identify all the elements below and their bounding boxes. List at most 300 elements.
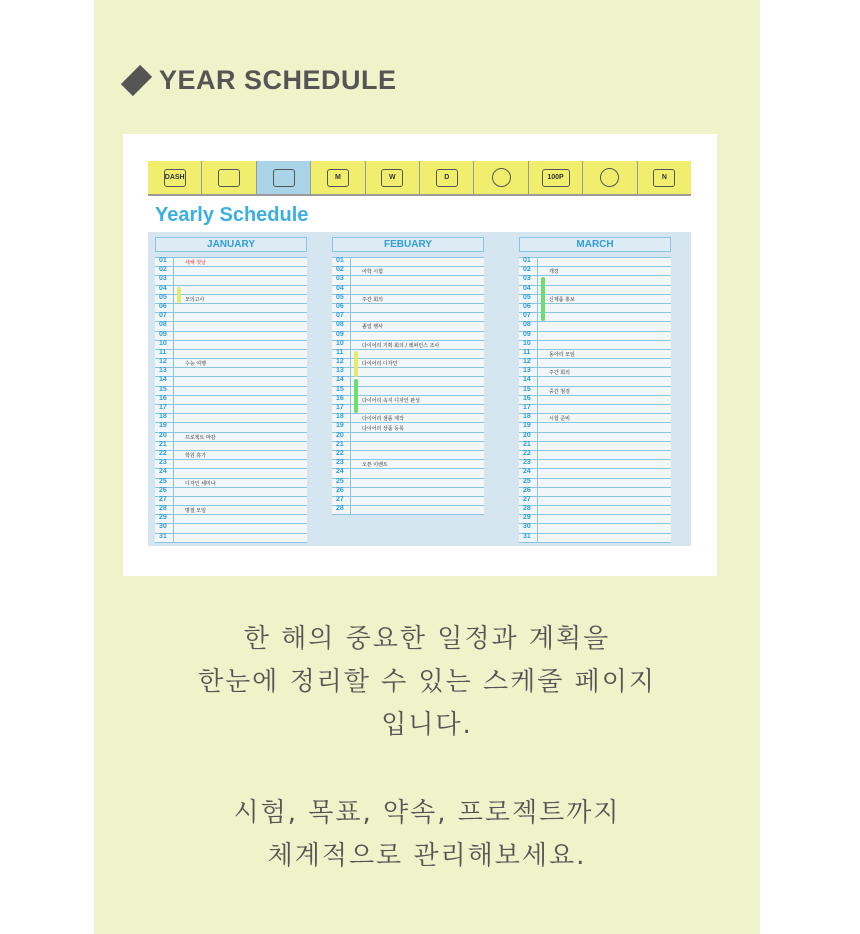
day-number: 15 (523, 385, 531, 393)
day-row[interactable] (332, 276, 484, 285)
day-number: 04 (523, 284, 531, 292)
schedule-note: 주간 회의 (549, 370, 570, 377)
day-divider (173, 506, 174, 514)
day-number: 24 (159, 468, 167, 476)
day-row[interactable] (332, 332, 484, 341)
day-row[interactable] (332, 497, 484, 506)
day-row[interactable] (155, 534, 307, 543)
day-list (155, 257, 307, 543)
day-divider (173, 488, 174, 496)
day-divider (537, 534, 538, 542)
day-row[interactable] (519, 469, 671, 478)
day-number: 17 (159, 404, 167, 411)
notes-icon: 100P (542, 169, 570, 187)
day-number: 26 (336, 486, 344, 494)
day-row[interactable] (519, 359, 671, 368)
day-row[interactable] (332, 295, 484, 304)
day-row[interactable] (519, 258, 671, 267)
day-number: 20 (336, 431, 344, 439)
day-row[interactable] (519, 350, 671, 359)
schedule-note: 중간 점검 (549, 388, 570, 395)
day-divider (173, 479, 174, 487)
day-row[interactable] (155, 414, 307, 423)
month-column (155, 237, 307, 543)
day-row[interactable] (519, 488, 671, 497)
day-divider (537, 488, 538, 496)
day-number: 09 (336, 330, 344, 338)
schedule-grid (148, 232, 691, 546)
day-divider (537, 396, 538, 404)
day-number: 02 (523, 266, 531, 274)
day-number: 09 (159, 330, 167, 338)
day-divider (350, 387, 351, 395)
day-number: 24 (336, 468, 344, 476)
day-row[interactable] (519, 341, 671, 350)
toolbar-tab-1[interactable] (148, 161, 202, 194)
day-number: 28 (523, 505, 531, 513)
day-number: 05 (523, 293, 531, 301)
day-number: 13 (523, 367, 531, 375)
day-divider (173, 295, 174, 303)
day-divider (537, 368, 538, 376)
day-number: 16 (336, 394, 344, 402)
day-divider (537, 350, 538, 358)
toolbar-tab-3[interactable] (257, 161, 311, 194)
day-row[interactable] (155, 387, 307, 396)
day-row[interactable] (519, 322, 671, 331)
description-line: 입니다. (381, 710, 473, 740)
day-divider (173, 322, 174, 330)
day-number: 09 (523, 330, 531, 338)
day-row[interactable] (332, 313, 484, 322)
day-divider (173, 442, 174, 450)
period-highlight (541, 277, 545, 321)
day-row[interactable] (155, 488, 307, 497)
day-number: 20 (523, 431, 531, 439)
schedule-note: 동아리 모임 (549, 352, 575, 358)
schedule-note: 수능 여행 (185, 361, 206, 368)
day-number: 22 (336, 449, 344, 457)
day-divider (350, 313, 351, 321)
day-divider (350, 488, 351, 496)
day-row[interactable] (519, 497, 671, 506)
day-divider (173, 341, 174, 349)
day-divider (173, 451, 174, 459)
day-row[interactable] (519, 524, 671, 533)
schedule-note: 신제품 홍보 (549, 296, 575, 303)
day-number: 05 (159, 293, 167, 301)
day-row[interactable] (519, 332, 671, 341)
day-number: 08 (159, 321, 167, 329)
toolbar-tab-2[interactable] (202, 161, 256, 194)
schedule-note: 모의고사 (185, 296, 205, 303)
day-number: 28 (159, 505, 167, 513)
day-number: 06 (159, 302, 167, 310)
day-divider (350, 469, 351, 477)
day-number: 07 (523, 312, 531, 320)
schedule-note: 프로젝트 마감 (185, 434, 216, 441)
day-number: 16 (523, 394, 531, 402)
section-heading (122, 60, 397, 100)
day-row[interactable] (155, 350, 307, 359)
toolbar-tab-6[interactable] (420, 161, 474, 194)
day-number: 14 (336, 376, 344, 384)
day-number: 08 (336, 321, 344, 329)
day-number: 12 (159, 358, 167, 366)
day-number: 21 (336, 440, 344, 448)
day-row[interactable] (519, 405, 671, 414)
day-number: 05 (336, 293, 344, 301)
day-divider (350, 497, 351, 505)
day-divider (350, 405, 351, 413)
day-number: 01 (159, 257, 167, 264)
day-divider (537, 359, 538, 367)
day-row[interactable] (155, 258, 307, 267)
day-divider (537, 524, 538, 532)
weekly-calendar-icon: W (381, 169, 403, 187)
schedule-note: 명절 모임 (185, 508, 206, 515)
day-number: 15 (159, 385, 167, 393)
day-number: 07 (159, 312, 167, 320)
day-row[interactable] (519, 451, 671, 460)
day-row[interactable] (332, 506, 484, 515)
day-row[interactable] (155, 506, 307, 515)
day-divider (537, 433, 538, 441)
day-divider (537, 451, 538, 459)
day-number: 13 (336, 367, 344, 375)
day-divider (537, 423, 538, 431)
day-number: 01 (523, 257, 531, 264)
day-number: 14 (523, 376, 531, 384)
day-divider (537, 276, 538, 284)
toolbar-tab-4[interactable] (311, 161, 365, 194)
day-number: 03 (523, 275, 531, 283)
day-row[interactable] (519, 267, 671, 276)
schedule-note: 주간 회의 (362, 296, 383, 303)
day-number: 13 (159, 367, 167, 375)
day-row[interactable] (332, 488, 484, 497)
daily-calendar-icon: D (436, 169, 458, 187)
day-divider (173, 497, 174, 505)
day-row[interactable] (519, 534, 671, 543)
day-divider (173, 515, 174, 523)
day-row[interactable] (155, 267, 307, 276)
day-divider (537, 479, 538, 487)
day-divider (350, 350, 351, 358)
day-divider (350, 322, 351, 330)
planner-toolbar (148, 161, 691, 196)
year-calendar-icon (218, 169, 240, 187)
day-number: 12 (523, 358, 531, 366)
day-number: 22 (159, 449, 167, 457)
day-number: 04 (159, 284, 167, 292)
day-row[interactable] (332, 433, 484, 442)
day-row[interactable] (155, 460, 307, 469)
day-number: 04 (336, 284, 344, 292)
day-row[interactable] (155, 377, 307, 386)
day-number: 18 (523, 413, 531, 421)
preview-card (123, 134, 717, 576)
day-number: 16 (159, 394, 167, 402)
day-number: 19 (336, 422, 344, 430)
day-row[interactable] (332, 442, 484, 451)
day-divider (173, 387, 174, 395)
day-number: 23 (336, 459, 344, 467)
schedule-note: 다이어리 샘플 제작 (362, 416, 404, 423)
month-header: JANUARY (155, 237, 307, 252)
notebook-icon: N (653, 169, 675, 187)
day-divider (350, 451, 351, 459)
list-calendar-icon (273, 169, 295, 187)
day-divider (350, 460, 351, 468)
day-number: 30 (159, 523, 167, 531)
day-row[interactable] (519, 515, 671, 524)
day-row[interactable] (332, 267, 484, 276)
day-divider (173, 267, 174, 275)
day-divider (537, 322, 538, 330)
day-number: 27 (523, 495, 531, 503)
day-number: 18 (336, 413, 344, 421)
day-number: 10 (159, 339, 167, 347)
month-header: MARCH (519, 237, 671, 252)
day-number: 25 (159, 477, 167, 485)
day-number: 02 (159, 266, 167, 274)
day-divider (350, 341, 351, 349)
diamond-icon (121, 64, 152, 95)
schedule-note: 졸업 행사 (362, 324, 383, 331)
day-number: 07 (336, 312, 344, 320)
day-row[interactable] (332, 423, 484, 432)
day-row[interactable] (519, 506, 671, 515)
day-number: 26 (159, 486, 167, 494)
day-row[interactable] (332, 414, 484, 423)
day-row[interactable] (332, 258, 484, 267)
day-number: 21 (159, 440, 167, 448)
day-number: 17 (336, 404, 344, 411)
day-divider (537, 497, 538, 505)
day-list (332, 257, 484, 515)
day-row[interactable] (519, 387, 671, 396)
day-row[interactable] (155, 451, 307, 460)
day-number: 27 (159, 495, 167, 503)
day-number: 03 (336, 275, 344, 283)
day-number: 20 (159, 431, 167, 439)
period-highlight (354, 379, 358, 414)
schedule-title: Yearly Schedule (155, 204, 309, 226)
day-divider (537, 341, 538, 349)
day-number: 22 (523, 449, 531, 457)
day-row[interactable] (332, 286, 484, 295)
day-row[interactable] (519, 368, 671, 377)
day-number: 29 (159, 514, 167, 522)
day-number: 19 (523, 422, 531, 430)
day-row[interactable] (519, 442, 671, 451)
day-row[interactable] (519, 433, 671, 442)
day-divider (537, 460, 538, 468)
day-number: 24 (523, 468, 531, 476)
schedule-note: 새해 첫날 (185, 260, 206, 266)
description-line: 체계적으로 관리해보세요. (267, 841, 587, 871)
day-divider (350, 359, 351, 367)
day-divider (350, 442, 351, 450)
day-number: 30 (523, 523, 531, 531)
day-row[interactable] (155, 341, 307, 350)
day-row[interactable] (332, 460, 484, 469)
day-row[interactable] (519, 377, 671, 386)
day-row[interactable] (519, 479, 671, 488)
schedule-note: 어학 시험 (362, 269, 383, 276)
day-number: 19 (159, 422, 167, 430)
month-column (332, 237, 484, 515)
schedule-note: 다이어리 기획 회의 / 레퍼런스 조사 (362, 342, 440, 349)
day-number: 06 (336, 302, 344, 310)
day-row[interactable] (519, 460, 671, 469)
day-number: 11 (523, 348, 531, 356)
day-number: 14 (159, 376, 167, 384)
month-column (519, 237, 671, 543)
day-number: 10 (523, 339, 531, 347)
day-divider (537, 442, 538, 450)
day-divider (173, 368, 174, 376)
period-highlight (354, 351, 358, 377)
day-number: 25 (336, 477, 344, 485)
schedule-note: 다이어리 상품 등록 (362, 425, 404, 432)
day-number: 02 (336, 266, 344, 274)
day-number: 29 (523, 514, 531, 522)
monthly-calendar-icon: M (327, 169, 349, 187)
day-divider (173, 414, 174, 422)
day-number: 15 (336, 385, 344, 393)
day-row[interactable] (332, 479, 484, 488)
day-row[interactable] (155, 497, 307, 506)
day-divider (173, 423, 174, 431)
day-divider (350, 286, 351, 294)
day-row[interactable] (155, 515, 307, 524)
toolbar-tab-8[interactable] (529, 161, 583, 194)
day-divider (537, 295, 538, 303)
day-row[interactable] (155, 304, 307, 313)
clock-icon (492, 168, 511, 187)
day-row[interactable] (519, 414, 671, 423)
day-divider (350, 414, 351, 422)
day-number: 25 (523, 477, 531, 485)
day-divider (350, 267, 351, 275)
schedule-note: 디자인 세미나 (185, 480, 216, 487)
toolbar-tab-5[interactable] (366, 161, 420, 194)
day-divider (173, 304, 174, 312)
schedule-note: 개강 (549, 269, 559, 276)
description-paragraph-1 (94, 618, 760, 747)
day-divider (173, 286, 174, 294)
day-number: 06 (523, 302, 531, 310)
day-number: 26 (523, 486, 531, 494)
section-title: YEAR SCHEDULE (159, 64, 397, 95)
schedule-note: 다이어리 디자인 (362, 361, 398, 368)
day-row[interactable] (332, 451, 484, 460)
description-paragraph-2 (94, 792, 760, 878)
day-number: 21 (523, 440, 531, 448)
day-divider (173, 460, 174, 468)
day-divider (537, 515, 538, 523)
day-row[interactable] (155, 423, 307, 432)
day-row[interactable] (155, 469, 307, 478)
day-row[interactable] (332, 304, 484, 313)
toolbar-tab-10[interactable] (638, 161, 691, 194)
toolbar-tab-9[interactable] (583, 161, 637, 194)
day-row[interactable] (155, 405, 307, 414)
day-divider (537, 377, 538, 385)
schedule-note: 학원 휴가 (185, 453, 206, 460)
day-divider (537, 414, 538, 422)
day-row[interactable] (155, 479, 307, 488)
day-divider (537, 405, 538, 413)
day-divider (173, 276, 174, 284)
day-row[interactable] (519, 396, 671, 405)
day-divider (173, 534, 174, 542)
day-divider (537, 258, 538, 266)
day-divider (350, 396, 351, 404)
day-divider (173, 396, 174, 404)
day-divider (537, 267, 538, 275)
day-divider (350, 368, 351, 376)
day-row[interactable] (155, 368, 307, 377)
day-divider (173, 332, 174, 340)
day-row[interactable] (332, 469, 484, 478)
day-row[interactable] (519, 423, 671, 432)
day-row[interactable] (332, 322, 484, 331)
day-row[interactable] (155, 442, 307, 451)
day-number: 01 (336, 257, 344, 264)
day-row[interactable] (155, 359, 307, 368)
day-list (519, 257, 671, 543)
day-number: 28 (336, 505, 344, 513)
day-divider (537, 286, 538, 294)
day-number: 23 (523, 459, 531, 467)
day-divider (537, 469, 538, 477)
day-divider (350, 423, 351, 431)
day-row[interactable] (155, 276, 307, 285)
day-divider (537, 304, 538, 312)
day-divider (350, 304, 351, 312)
day-divider (173, 469, 174, 477)
day-divider (173, 405, 174, 413)
description-line: 한눈에 정리할 수 있는 스케줄 페이지 (197, 667, 657, 697)
day-row[interactable] (155, 322, 307, 331)
timer-icon (600, 168, 619, 187)
day-divider (173, 524, 174, 532)
day-number: 23 (159, 459, 167, 467)
day-divider (350, 433, 351, 441)
day-divider (350, 295, 351, 303)
day-divider (173, 350, 174, 358)
day-row[interactable] (155, 396, 307, 405)
day-number: 08 (523, 321, 531, 329)
day-number: 31 (159, 532, 167, 540)
day-row[interactable] (155, 524, 307, 533)
toolbar-tab-7[interactable] (474, 161, 528, 194)
day-row[interactable] (155, 332, 307, 341)
day-divider (350, 506, 351, 514)
day-divider (350, 332, 351, 340)
day-divider (173, 433, 174, 441)
day-row[interactable] (155, 313, 307, 322)
day-number: 11 (159, 348, 167, 356)
day-divider (350, 258, 351, 266)
dashboard-icon: DASH (164, 169, 186, 187)
day-number: 27 (336, 495, 344, 503)
day-divider (537, 332, 538, 340)
day-row[interactable] (155, 433, 307, 442)
